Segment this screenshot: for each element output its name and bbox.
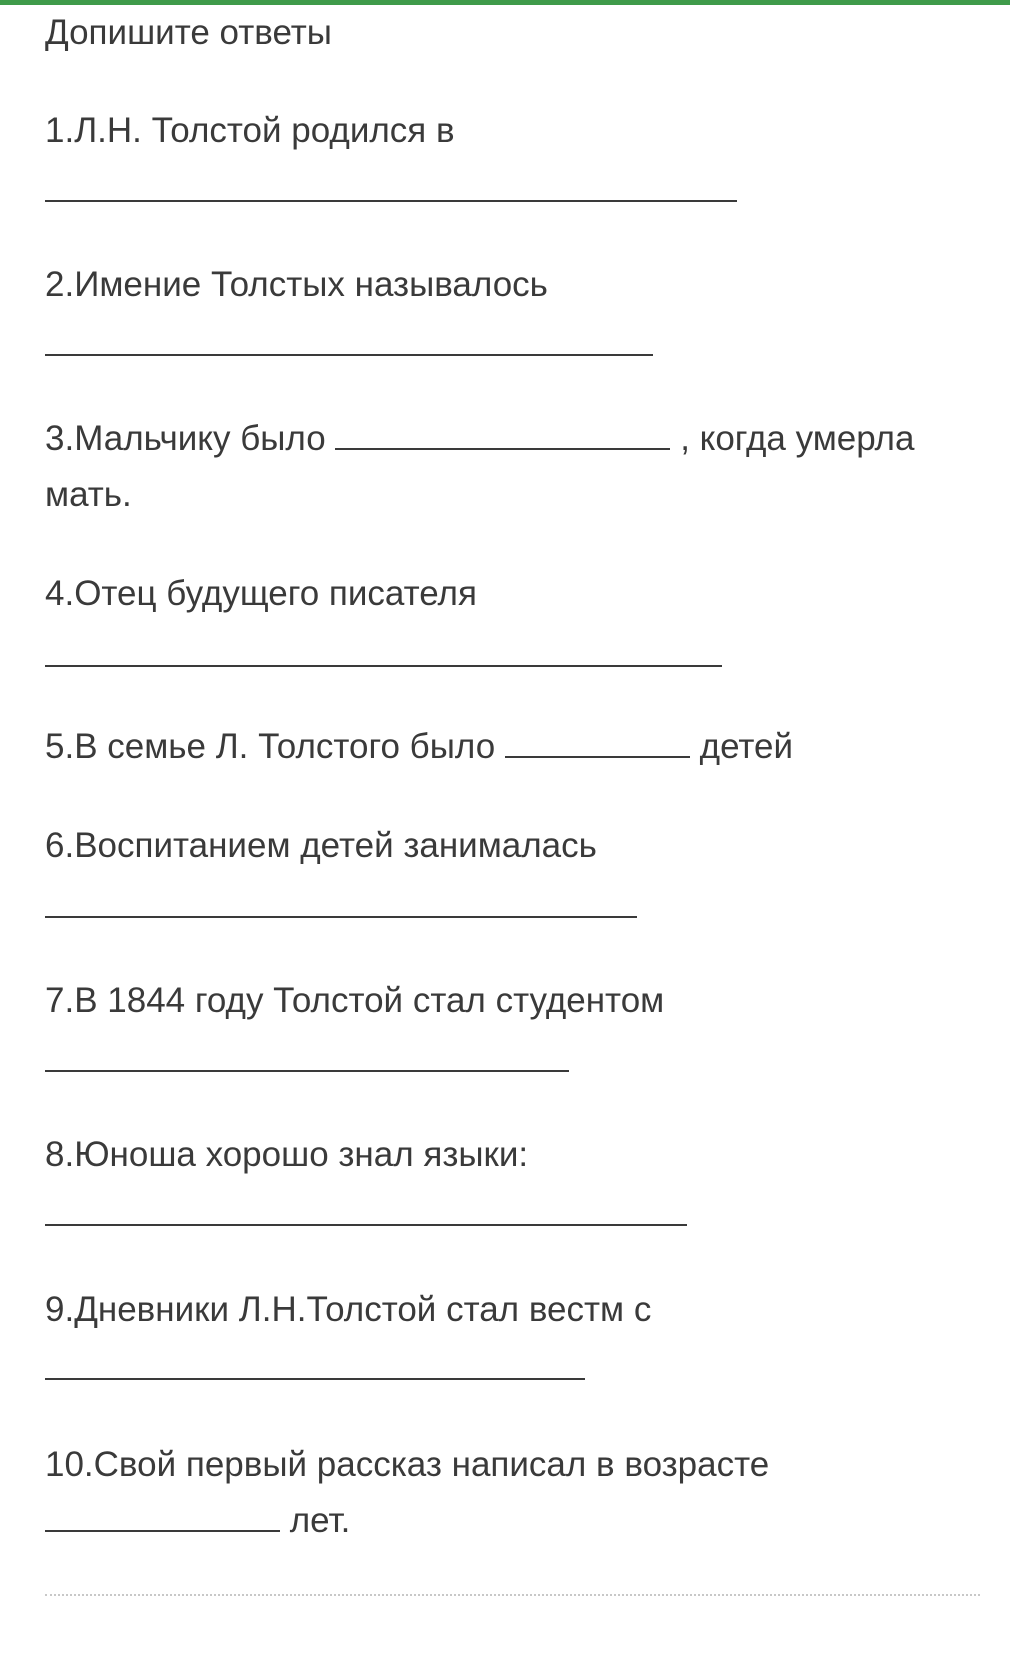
top-accent-bar <box>0 0 1010 5</box>
question-3-text-before: 3.Мальчику было <box>45 419 326 458</box>
worksheet-title: Допишите ответы <box>45 13 332 52</box>
question-10: 10.Свой первый рассказ написал в возрасте <box>45 1445 770 1484</box>
question-5-text-before: 5.В семье Л. Толстого было <box>45 727 496 766</box>
answer-blank-8[interactable] <box>45 1224 687 1226</box>
top-bar <box>0 0 1029 5</box>
answer-blank-9[interactable] <box>45 1378 585 1380</box>
question-10-text-after: лет. <box>289 1501 351 1540</box>
question-10-continuation <box>45 1500 350 1542</box>
answer-blank-6[interactable] <box>45 916 637 918</box>
question-6: 6.Воспитанием детей занималась <box>45 826 597 865</box>
answer-blank-5[interactable] <box>505 726 690 758</box>
answer-blank-1[interactable] <box>45 200 737 202</box>
answer-blank-3[interactable] <box>335 418 670 450</box>
question-3-continuation: мать. <box>45 475 132 514</box>
answer-blank-2[interactable] <box>45 354 653 356</box>
question-8: 8.Юноша хорошо знал языки: <box>45 1135 529 1174</box>
question-2: 2.Имение Толстых называлось <box>45 265 548 304</box>
answer-blank-4[interactable] <box>45 665 722 667</box>
question-4: 4.Отец будущего писателя <box>45 574 477 613</box>
question-5-text-after: детей <box>699 727 794 766</box>
question-5 <box>45 726 793 768</box>
dotted-divider <box>45 1594 980 1596</box>
answer-blank-7[interactable] <box>45 1070 569 1072</box>
question-3 <box>45 418 914 460</box>
question-7: 7.В 1844 году Толстой стал студентом <box>45 981 665 1020</box>
answer-blank-10[interactable] <box>45 1500 280 1532</box>
question-9: 9.Дневники Л.Н.Толстой стал вестм с <box>45 1290 652 1329</box>
question-3-text-after: , когда умерла <box>680 419 915 458</box>
question-1: 1.Л.Н. Толстой родился в <box>45 111 455 150</box>
